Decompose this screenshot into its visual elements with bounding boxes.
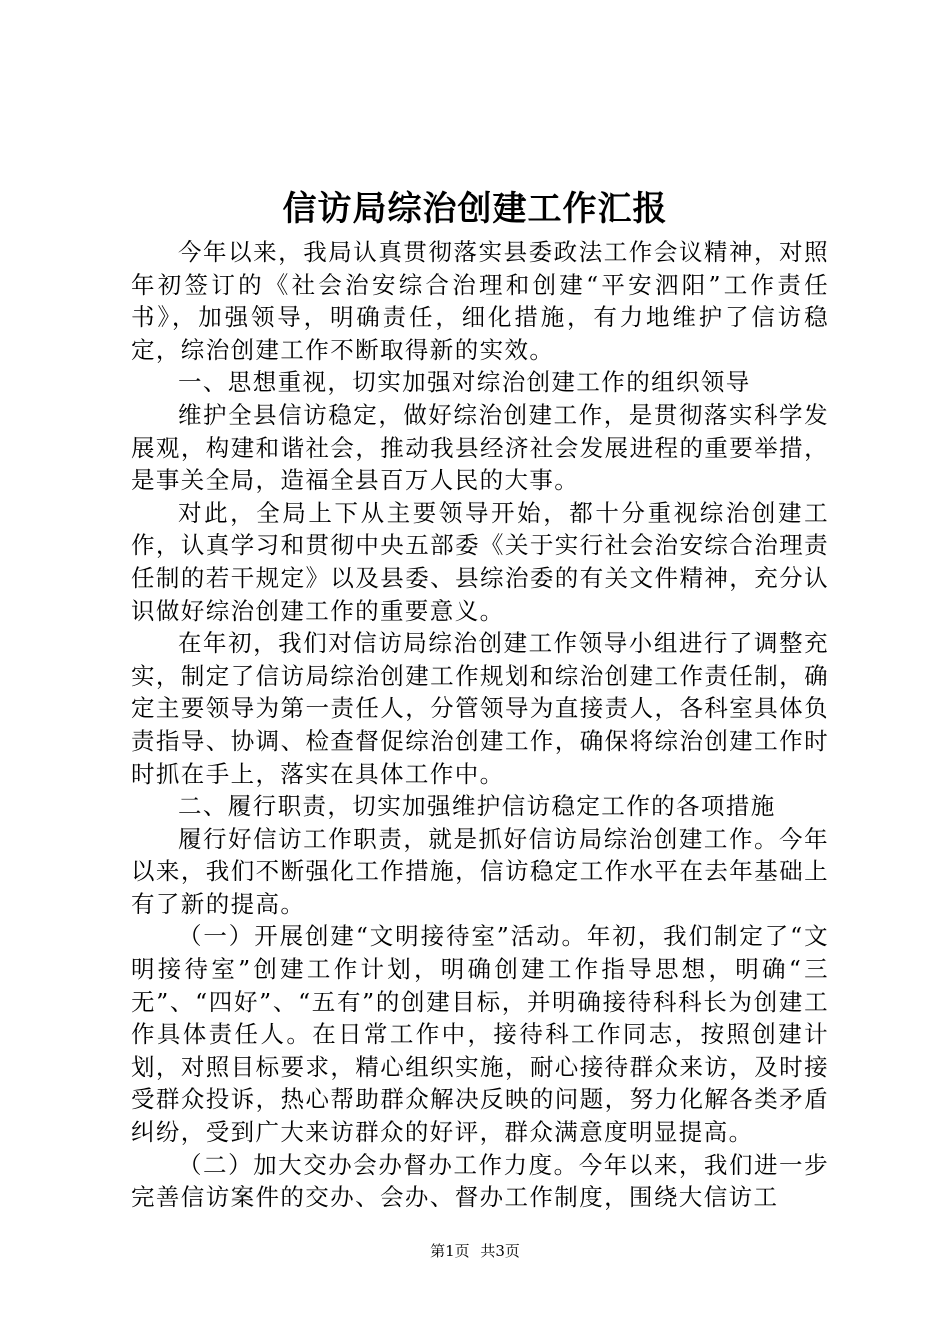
paragraph: 履行好信访工作职责，就是抓好信访局综治创建工作。今年以来，我们不断强化工作措施，信访稳定工作水平在去年基础上有了新的提高。	[131, 824, 829, 918]
paragraph-subsection-2: （二）加大交办会办督办工作力度。今年以来，我们进一步完善信访案件的交办、会办、督办工作制度，围绕大信访工	[131, 1150, 829, 1212]
paragraph-intro: 今年以来，我局认真贯彻落实县委政法工作会议精神，对照年初签订的《社会治安综合治理和创建“平安泗阳”工作责任书》，加强领导，明确责任，细化措施，有力地维护了信访稳定，综治创建工作不断取得新的实效。	[131, 238, 829, 364]
section-heading-2: 二、履行职责，切实加强维护信访稳定工作的各项措施	[178, 792, 776, 821]
page-number: 第1页	[430, 1242, 470, 1260]
section-heading-1: 一、思想重视，切实加强对综治创建工作的组织领导	[178, 368, 751, 397]
paragraph: 对此，全局上下从主要领导开始，都十分重视综治创建工作，认真学习和贯彻中央五部委《关于实行社会治安综合治理责任制的若干规定》以及县委、县综治委的有关文件精神，充分认识做好综治创建工作的重要意义。	[131, 498, 829, 625]
page-footer	[0, 1240, 950, 1262]
paragraph: 维护全县信访稳定，做好综治创建工作，是贯彻落实科学发展观，构建和谐社会，推动我县经济社会发展进程的重要举措，是事关全局，造福全县百万人民的大事。	[131, 400, 829, 495]
document-title: 信访局综治创建工作汇报	[282, 189, 668, 229]
paragraph-subsection-1: （一）开展创建“文明接待室”活动。年初，我们制定了“文明接待室”创建工作计划，明确创建工作指导思想，明确“三无”、“四好”、“五有”的创建目标，并明确接待科科长为创建工作具体责任人。在日常工作中，接待科工作同志，按照创建计划，对照目标要求，精心组织实施，耐心接待群众来访，及时接受群众投诉，热心帮助群众解决反映的问题，努力化解各类矛盾纠纷，受到广大来访群众的好评，群众满意度明显提高。	[131, 922, 829, 1147]
paragraph: 在年初，我们对信访局综治创建工作领导小组进行了调整充实，制定了信访局综治创建工作规划和综治创建工作责任制，确定主要领导为第一责任人，分管领导为直接责人，各科室具体负责指导、协调、检查督促综治创建工作，确保将综治创建工作时时抓在手上，落实在具体工作中。	[131, 629, 829, 788]
document-body	[131, 236, 829, 1214]
page-total: 共3页	[480, 1242, 520, 1260]
